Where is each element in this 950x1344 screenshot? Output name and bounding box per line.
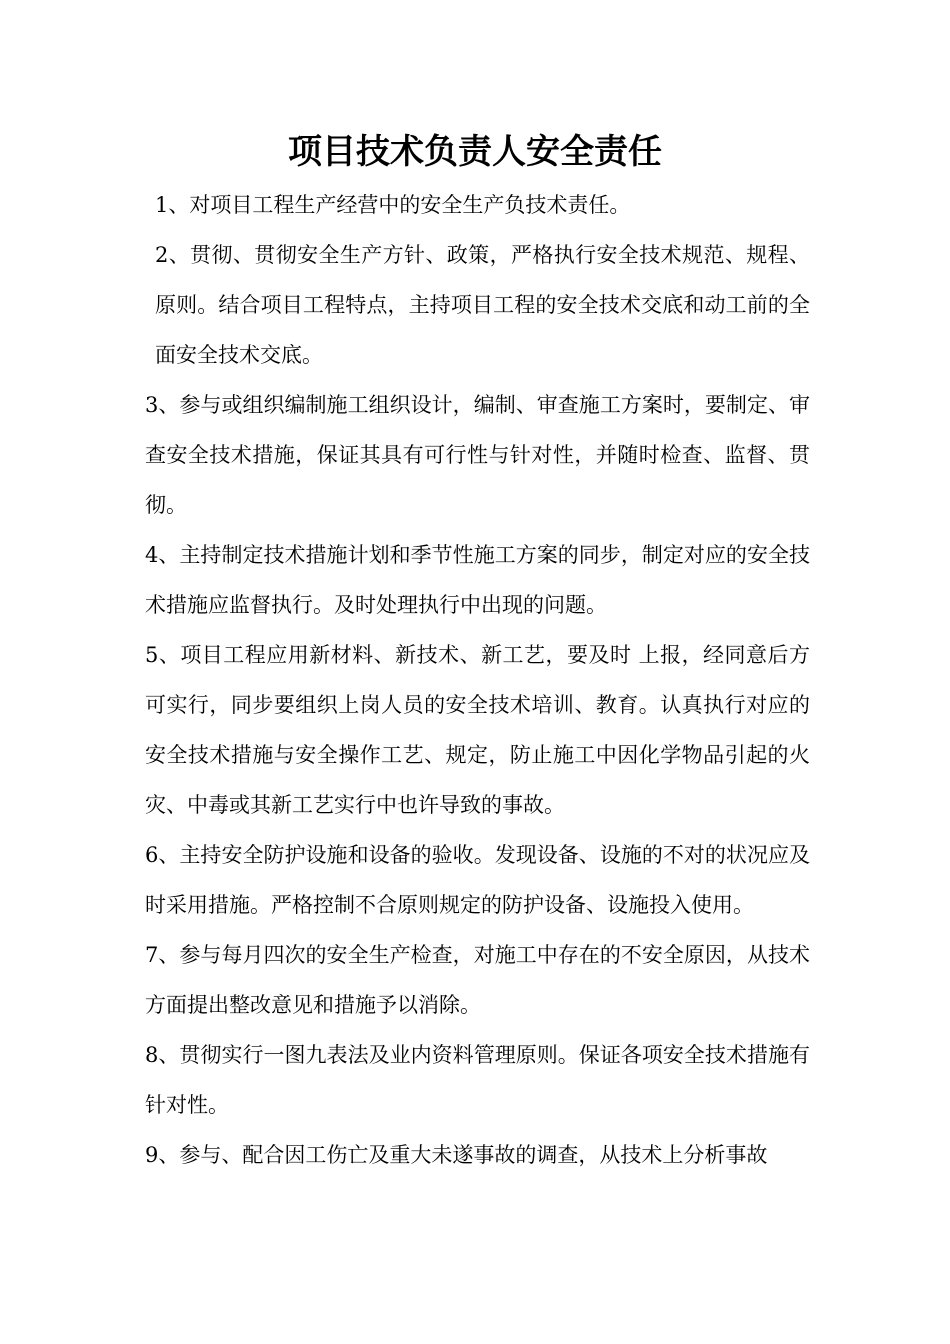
paragraph-6: 6、主持安全防护设施和设备的验收。发现设备、设施的不对的状况应及时采用措施。严格控制不合原则规定的防护设备、设施投入使用。 — [145, 843, 810, 917]
paragraph-8: 8、贯彻实行一图九表法及业内资料管理原则。保证各项安全技术措施有针对性。 — [145, 1043, 810, 1117]
paragraph-3: 3、参与或组织编制施工组织设计，编制、审查施工方案时，要制定、审查安全技术措施，保证其具有可行性与针对性，并随时检查、监督、贯彻。 — [145, 393, 810, 517]
paragraph-5: 5、项目工程应用新材料、新技术、新工艺，要及时 上报，经同意后方可实行，同步要组织上岗人员的安全技术培训、教育。认真执行对应的安全技术措施与安全操作工艺、规定，防止施工中因化学物品引起的火灾、中毒或其新工艺实行中也许导致的事故。 — [145, 643, 810, 817]
paragraph-9: 9、参与、配合因工伤亡及重大未遂事故的调查，从技术上分析事故 — [145, 1143, 768, 1167]
document-body — [145, 180, 810, 1180]
paragraph-1: 1、对项目工程生产经营中的安全生产负技术责任。 — [155, 193, 631, 217]
paragraph-2: 2、贯彻、贯彻安全生产方针、政策，严格执行安全技术规范、规程、原则。结合项目工程特点，主持项目工程的安全技术交底和动工前的全面安全技术交底。 — [155, 243, 810, 367]
paragraph-7: 7、参与每月四次的安全生产检查，对施工中存在的不安全原因，从技术方面提出整改意见和措施予以消除。 — [145, 943, 810, 1017]
paragraph-4: 4、主持制定技术措施计划和季节性施工方案的同步，制定对应的安全技术措施应监督执行。及时处理执行中出现的问题。 — [145, 543, 810, 617]
document-title: 项目技术负责人安全责任 — [288, 132, 662, 172]
